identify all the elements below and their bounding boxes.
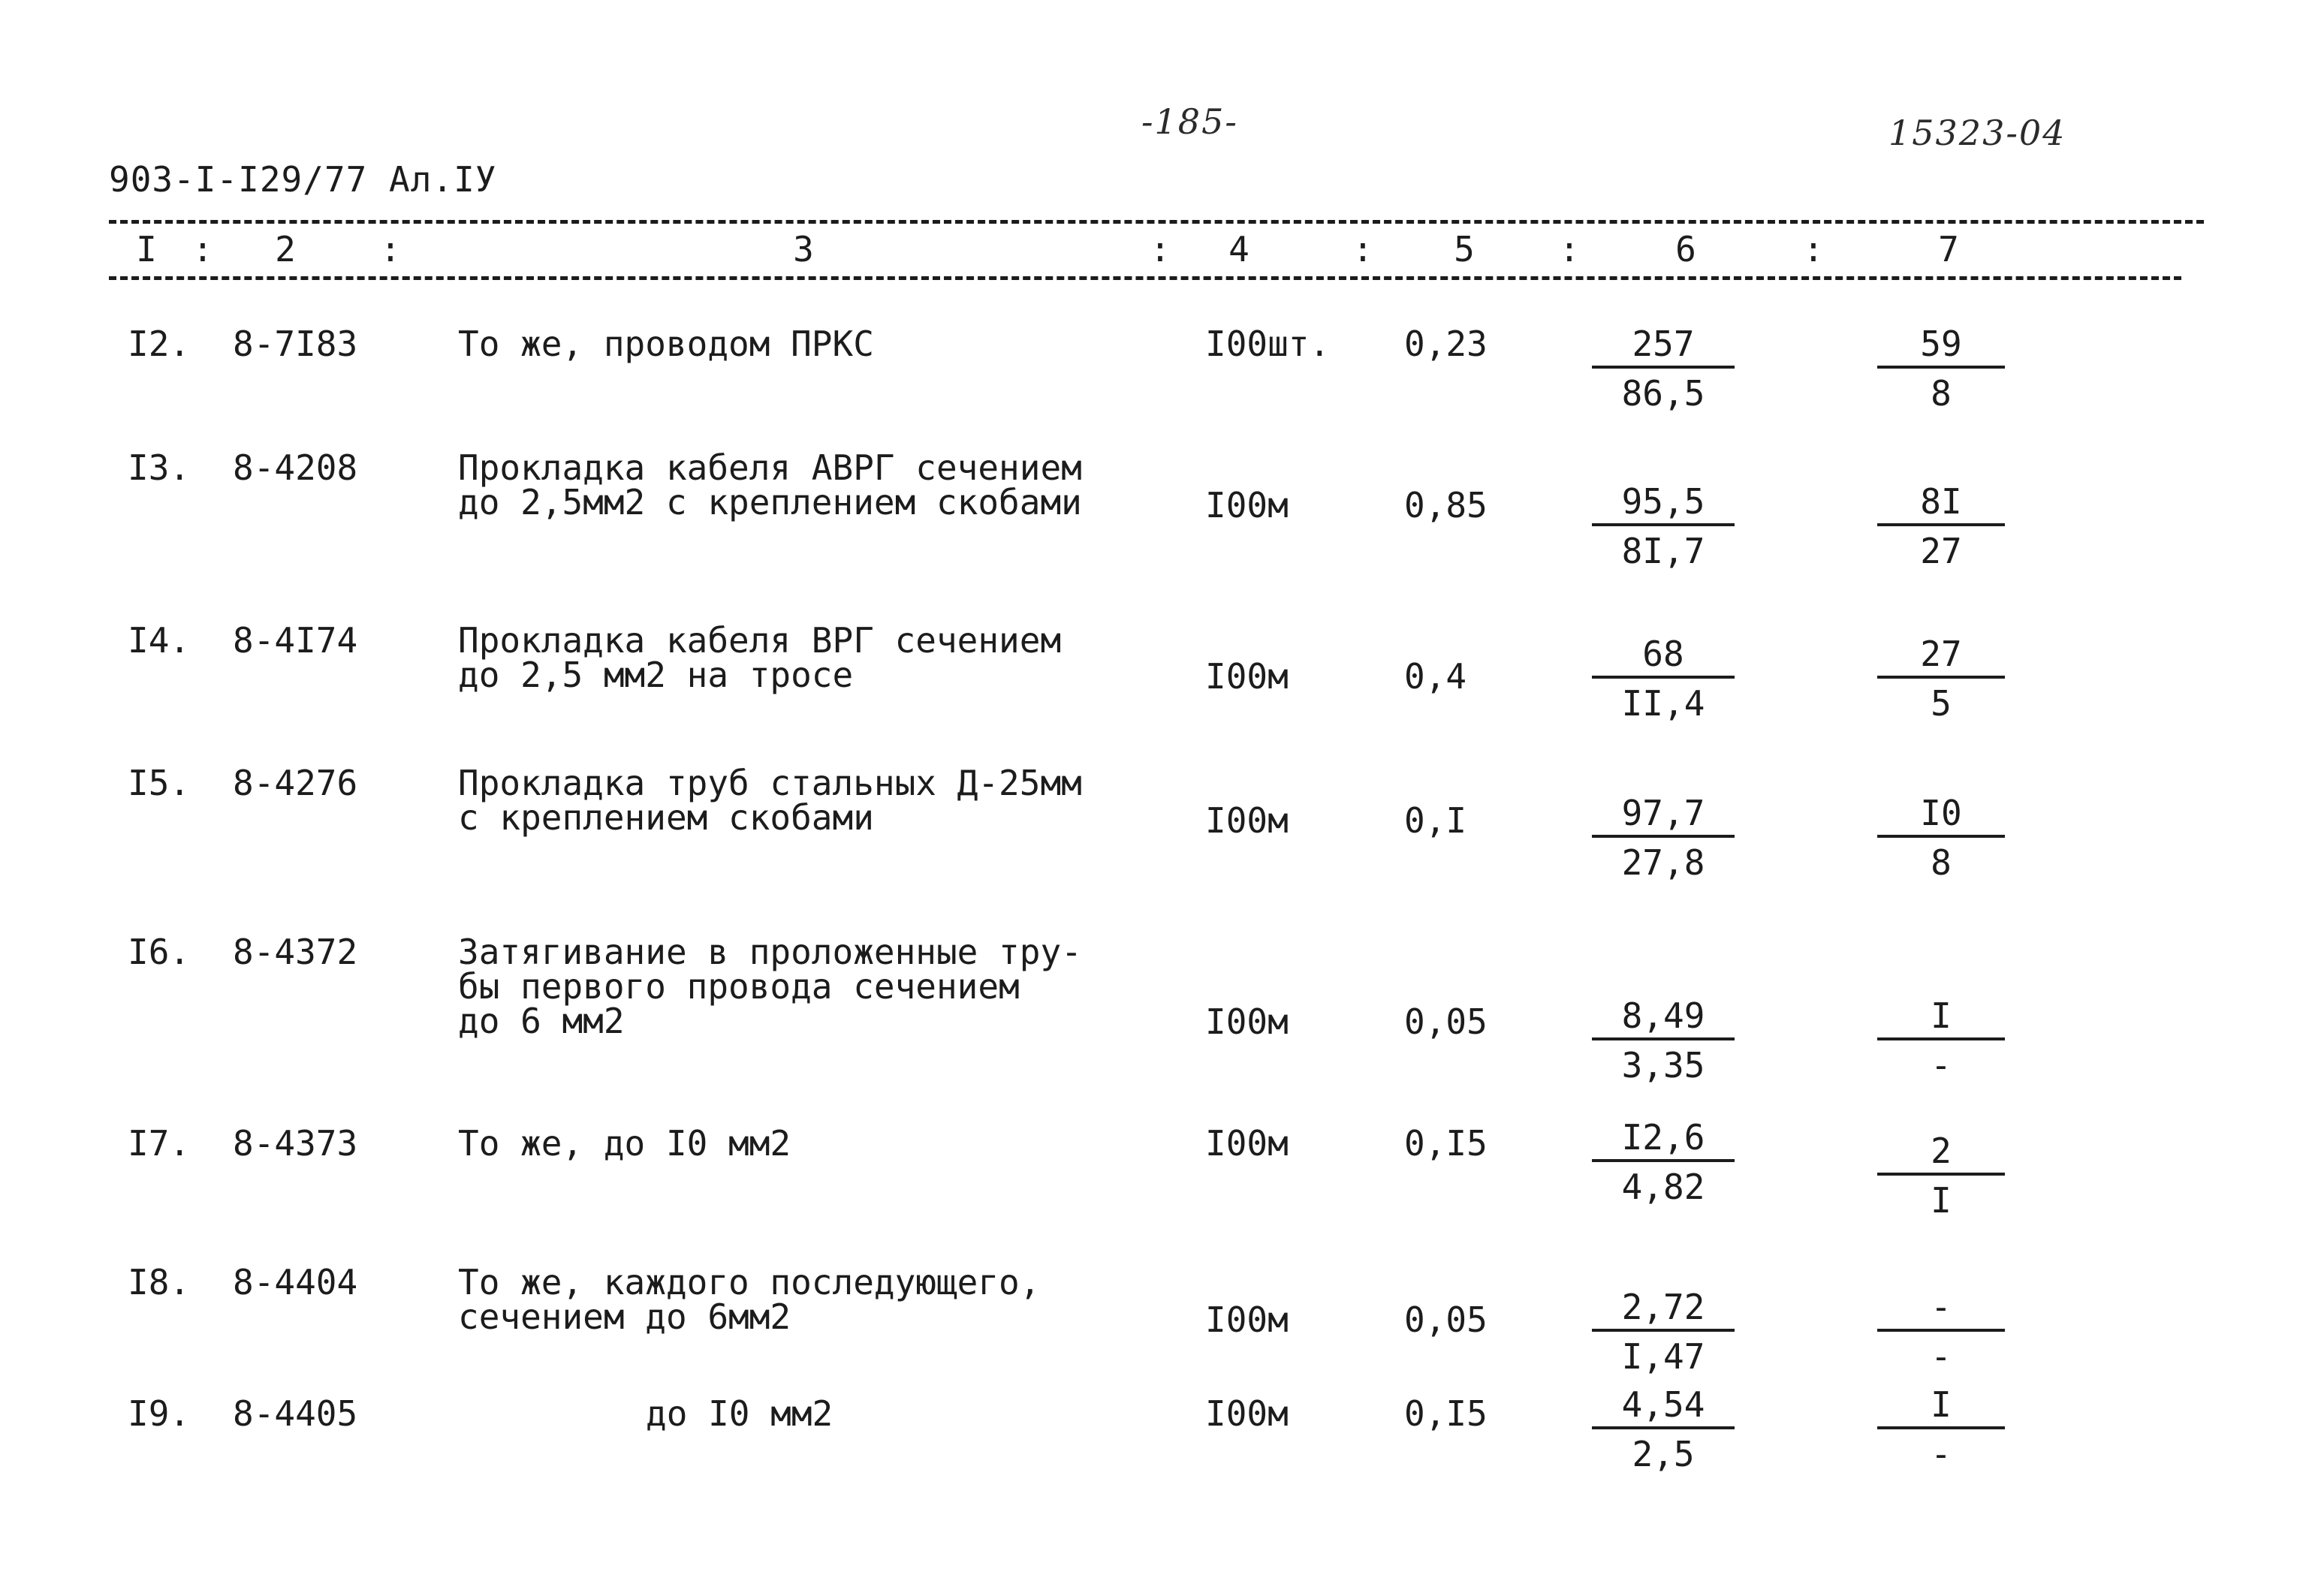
fraction-numerator: 2 [1877, 1134, 2005, 1176]
fraction-numerator: 8I [1877, 484, 2005, 526]
row-unit: I00м [1205, 1001, 1289, 1042]
row-quantity: 0,I [1404, 800, 1467, 841]
row-quantity: 0,I5 [1404, 1393, 1488, 1434]
row-fraction-col6 [1592, 995, 1735, 1086]
row-description-line: То же, до I0 мм2 [458, 1123, 791, 1164]
row-quantity: 0,05 [1404, 1299, 1488, 1340]
column-header-7: 7 [1938, 229, 1959, 270]
column-header-4: 4 [1228, 229, 1249, 270]
row-fraction-col6 [1592, 793, 1735, 883]
row-description-line: бы первого провода сечением [458, 966, 1020, 1007]
row-fraction-col7 [1877, 793, 2005, 883]
row-number: I4. [128, 620, 191, 661]
row-description-line: до 2,5мм2 с креплением скобами [458, 482, 1082, 522]
row-unit: I00м [1205, 1123, 1289, 1164]
row-code: 8-4I74 [233, 620, 358, 661]
row-description-line: с креплением скобами [458, 797, 874, 838]
header-rule-top [109, 220, 2204, 224]
fraction-denominator: 27,8 [1621, 842, 1705, 883]
row-fraction-col7 [1877, 1384, 2005, 1474]
row-number: I9. [128, 1393, 191, 1434]
row-quantity: 0,85 [1404, 485, 1488, 525]
fraction-denominator: 3,35 [1621, 1045, 1705, 1086]
column-separator: : [1150, 229, 1171, 270]
row-unit: I00шт. [1205, 324, 1331, 364]
row-fraction-col6 [1592, 324, 1735, 414]
row-number: I7. [128, 1123, 191, 1164]
fraction-numerator: I [1877, 998, 2005, 1040]
column-header-1: I [136, 229, 157, 270]
fraction-numerator: 27 [1877, 637, 2005, 679]
row-quantity: 0,05 [1404, 1001, 1488, 1042]
row-fraction-col7 [1877, 324, 2005, 414]
fraction-denominator: 4,82 [1621, 1167, 1705, 1207]
column-separator: : [1803, 229, 1824, 270]
row-code: 8-7I83 [233, 324, 358, 364]
row-description-line: То же, каждого последующего, [458, 1262, 1041, 1302]
fraction-denominator: - [1931, 1045, 1952, 1086]
row-code: 8-4276 [233, 763, 358, 803]
fraction-denominator: 5 [1931, 683, 1952, 724]
fraction-numerator: 95,5 [1592, 484, 1735, 526]
header-rule-bottom [109, 276, 2181, 280]
column-separator: : [380, 229, 401, 270]
fraction-denominator: I,47 [1621, 1336, 1705, 1377]
fraction-denominator: II,4 [1621, 683, 1705, 724]
fraction-numerator: - [1877, 1290, 2005, 1332]
row-fraction-col7 [1877, 995, 2005, 1086]
column-separator: : [1559, 229, 1580, 270]
page-number: -185- [1141, 101, 1238, 142]
row-quantity: 0,23 [1404, 324, 1488, 364]
column-header-2: 2 [275, 229, 296, 270]
fraction-denominator: I [1931, 1180, 1952, 1221]
row-description-line: Затягивание в проложенные тру- [458, 932, 1082, 972]
row-number: I5. [128, 763, 191, 803]
fraction-numerator: 257 [1592, 327, 1735, 369]
fraction-denominator: 8 [1931, 373, 1952, 414]
fraction-numerator: I0 [1877, 796, 2005, 838]
row-description-line: Прокладка кабеля АВРГ сечением [458, 447, 1082, 488]
fraction-numerator: 59 [1877, 327, 2005, 369]
fraction-numerator: I [1877, 1387, 2005, 1429]
row-fraction-col6 [1592, 481, 1735, 571]
row-description-line: до 2,5 мм2 на тросе [458, 655, 854, 695]
fraction-numerator: I2,6 [1592, 1120, 1735, 1162]
row-description-line: То же, проводом ПРКС [458, 324, 874, 364]
column-separator: : [1352, 229, 1373, 270]
fraction-denominator: 27 [1920, 531, 1962, 571]
row-fraction-col7 [1877, 634, 2005, 724]
row-unit: I00м [1205, 1393, 1289, 1434]
row-quantity: 0,I5 [1404, 1123, 1488, 1164]
row-unit: I00м [1205, 485, 1289, 525]
row-description-line: сечением до 6мм2 [458, 1296, 791, 1337]
row-unit: I00м [1205, 1299, 1289, 1340]
row-description-line: до 6 мм2 [458, 1001, 625, 1041]
fraction-denominator: - [1931, 1434, 1952, 1474]
fraction-numerator: 2,72 [1592, 1290, 1735, 1332]
archive-number: 15323-04 [1889, 113, 2066, 153]
row-code: 8-4208 [233, 447, 358, 488]
fraction-denominator: 2,5 [1632, 1434, 1695, 1474]
row-unit: I00м [1205, 800, 1289, 841]
fraction-denominator: 86,5 [1621, 373, 1705, 414]
row-code: 8-4404 [233, 1262, 358, 1302]
row-number: I6. [128, 932, 191, 972]
fraction-numerator: 97,7 [1592, 796, 1735, 838]
row-fraction-col7 [1877, 1287, 2005, 1377]
fraction-numerator: 8,49 [1592, 998, 1735, 1040]
fraction-denominator: 8I,7 [1621, 531, 1705, 571]
row-quantity: 0,4 [1404, 656, 1467, 697]
row-code: 8-4405 [233, 1393, 358, 1434]
row-description-line: до I0 мм2 [646, 1393, 833, 1434]
fraction-numerator: 68 [1592, 637, 1735, 679]
column-header-6: 6 [1675, 229, 1696, 270]
row-description-line: Прокладка труб стальных Д-25мм [458, 763, 1082, 803]
row-fraction-col7 [1877, 1131, 2005, 1221]
row-fraction-col6 [1592, 1287, 1735, 1377]
document-code: 903-I-I29/77 Ал.IУ [109, 159, 497, 200]
row-number: I2. [128, 324, 191, 364]
row-code: 8-4372 [233, 932, 358, 972]
row-number: I8. [128, 1262, 191, 1302]
fraction-denominator: 8 [1931, 842, 1952, 883]
row-fraction-col6 [1592, 1384, 1735, 1474]
column-header-5: 5 [1454, 229, 1475, 270]
fraction-denominator: - [1931, 1336, 1952, 1377]
row-fraction-col6 [1592, 1117, 1735, 1207]
row-fraction-col7 [1877, 481, 2005, 571]
row-fraction-col6 [1592, 634, 1735, 724]
row-description-line: Прокладка кабеля ВРГ сечением [458, 620, 1062, 661]
column-separator: : [192, 229, 213, 270]
fraction-numerator: 4,54 [1592, 1387, 1735, 1429]
row-number: I3. [128, 447, 191, 488]
row-code: 8-4373 [233, 1123, 358, 1164]
column-header-3: 3 [793, 229, 814, 270]
row-unit: I00м [1205, 656, 1289, 697]
